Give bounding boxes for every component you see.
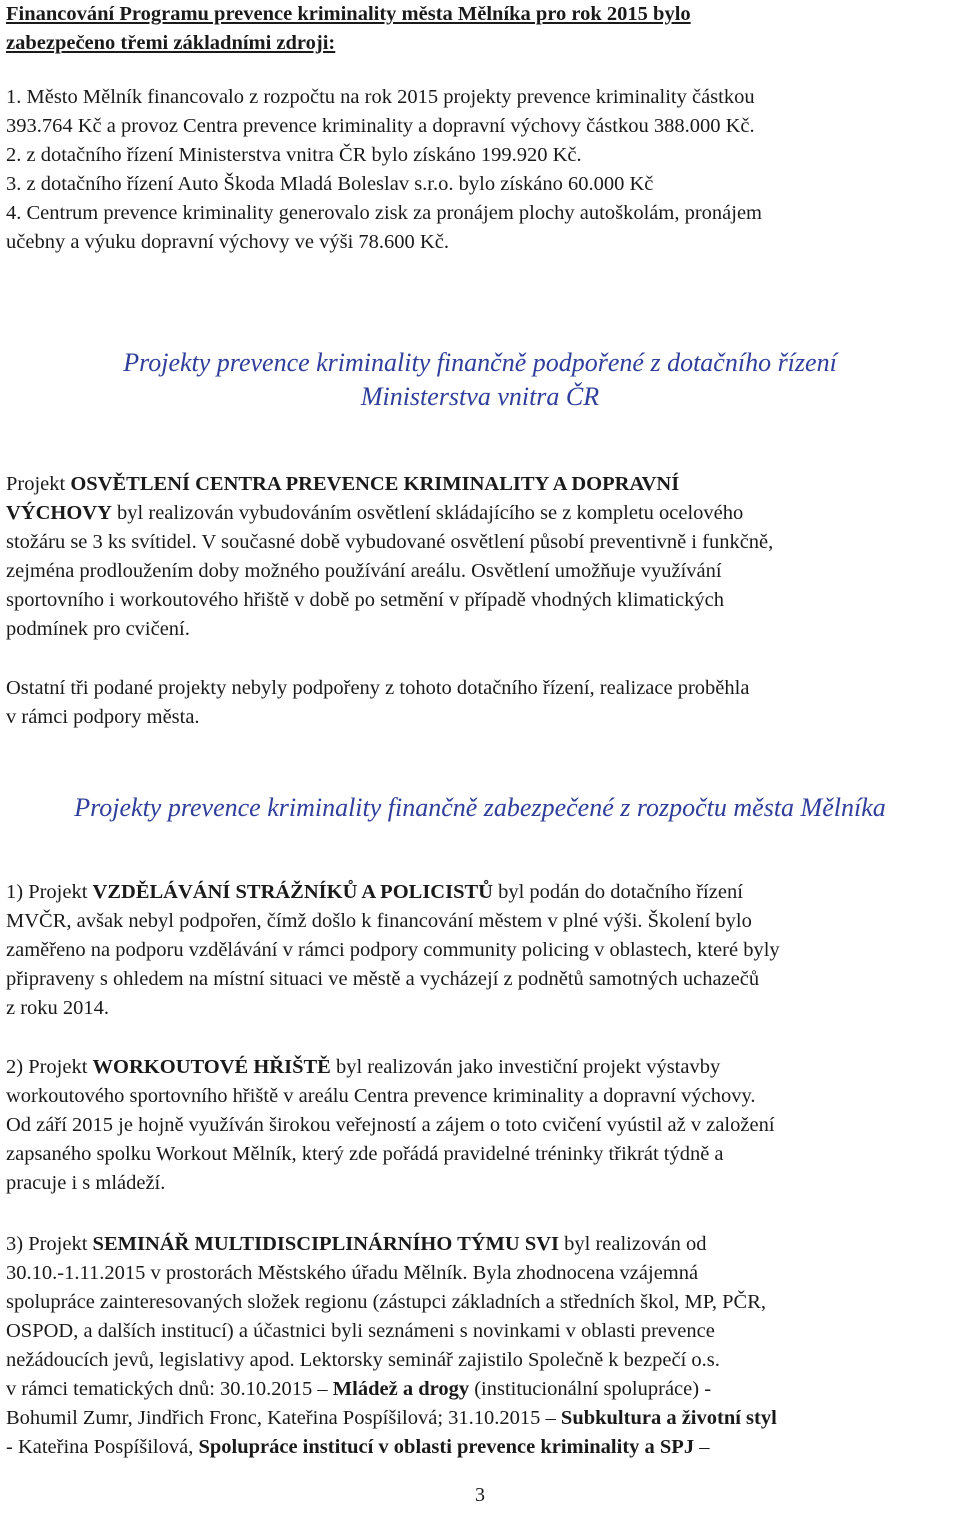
item2-line1: [6, 1053, 720, 1082]
project-name-lighting-cont: VÝCHOVY: [6, 502, 112, 524]
item3-line8: [6, 1433, 709, 1462]
funding-item-4: 4. Centrum prevence kriminality generovalo zisk za pronájem plochy autoškolám, pronájem: [6, 202, 762, 224]
funding-item-1-cont: 393.764 Kč a provoz Centra prevence kriminality a dopravní výchovy částkou 388.000 Kč.: [6, 115, 755, 137]
item2-line3: Od září 2015 je hojně využíván širokou veřejností a zájem o toto cvičení vyústil až v založení: [6, 1114, 775, 1136]
item2-prefix: 2) Projekt: [6, 1056, 93, 1078]
item3-line2: 30.10.-1.11.2015 v prostorách Městského úřadu Mělník. Byla zhodnocena vzájemná: [6, 1262, 699, 1284]
funding-heading-line1: Financování Programu prevence kriminality města Mělníka pro rok 2015 bylo: [6, 3, 691, 25]
funding-item-1: 1. Město Mělník financovalo z rozpočtu na rok 2015 projekty prevence kriminality částkou: [6, 86, 755, 108]
item3-line6: [6, 1375, 711, 1404]
item3-line5: nežádoucích jevů, legislativy apod. Lektorsky seminář zajistilo Společně k bezpečí o.s.: [6, 1349, 720, 1371]
item2-line5: pracuje i s mládeží.: [6, 1172, 166, 1194]
item3-line1: [6, 1230, 706, 1259]
item3-line4: OSPOD, a dalších institucí) a účastnici byli seznámeni s novinkami v oblasti prevence: [6, 1320, 715, 1342]
item1-line1-text: byl podán do dotačního řízení: [492, 881, 743, 903]
item1-line4: připraveny s ohledem na místní situaci ve městě a vycházejí z podnětů samotných uchazečů: [6, 968, 760, 990]
item2-line1-text: byl realizován jako investiční projekt výstavby: [330, 1056, 721, 1078]
item3-line7-text: Bohumil Zumr, Jindřich Fronc, Kateřina Pospíšilová; 31.10.2015 –: [6, 1407, 561, 1429]
item3-line7: [6, 1404, 777, 1433]
section1-p1-line3: stožáru se 3 ks svítidel. V současné době vybudované osvětlení působí preventivně i funkčně,: [6, 531, 774, 553]
section1-p1-line2-text: byl realizován vybudováním osvětlení skládajícího se z kompletu ocelového: [111, 502, 744, 524]
item3-line8-text: - Kateřina Pospíšilová,: [6, 1436, 199, 1458]
section1-title-line1: Projekty prevence kriminality finančně podpořené z dotačního řízení: [123, 348, 837, 377]
funding-item-2: 2. z dotačního řízení Ministerstva vnitra ČR bylo získáno 199.920 Kč.: [6, 144, 582, 166]
topic-subculture: Subkultura a životní styl: [560, 1407, 777, 1429]
topic-cooperation: Spolupráce institucí v oblasti prevence kriminality a SPJ: [198, 1436, 695, 1458]
section1-p2-line1: Ostatní tři podané projekty nebyly podpořeny z tohoto dotačního řízení, realizace proběhla: [6, 677, 750, 699]
section1-title-line2: Ministerstva vnitra ČR: [360, 382, 600, 411]
funding-heading-cont: [6, 29, 335, 58]
funding-item-3: 3. z dotačního řízení Auto Škoda Mladá Boleslav s.r.o. bylo získáno 60.000 Kč: [6, 173, 654, 195]
item3-line1-text: byl realizován od: [559, 1233, 707, 1255]
item1-line3: zaměřeno na podporu vzdělávání v rámci podpory community policing v oblastech, které byly: [6, 939, 780, 961]
section1-p1-line1: [6, 470, 679, 499]
item3-line8-rest: –: [694, 1436, 710, 1458]
page-number: 3: [475, 1484, 485, 1506]
item2-line2: workoutového sportovního hřiště v areálu Centra prevence kriminality a dopravní výchovy.: [6, 1085, 756, 1107]
item2-line4: zapsaného spolku Workout Mělník, který zde pořádá pravidelné tréninky třikrát týdně a: [6, 1143, 724, 1165]
item3-line3: spolupráce zainteresovaných složek regionu (zástupci základních a středních škol, MP, PČR,: [6, 1291, 767, 1313]
item3-prefix: 3) Projekt: [6, 1233, 93, 1255]
item3-line6-rest: (institucionální spolupráce) -: [469, 1378, 712, 1400]
section1-p1-line6: podmínek pro cvičení.: [6, 618, 190, 640]
item3-line6-text: v rámci tematických dnů: 30.10.2015 –: [6, 1378, 333, 1400]
section1-p1-line4: zejména prodloužením doby možného používání areálu. Osvětlení umožňuje využívání: [6, 560, 722, 582]
section1-p2-line2: v rámci podpory města.: [6, 706, 200, 728]
item1-line1: [6, 878, 743, 907]
item1-line2: MVČR, avšak nebyl podpořen, čímž došlo k financování městem v plné výši. Školení bylo: [6, 910, 752, 932]
project-name-training: VZDĚLÁVÁNÍ STRÁŽNÍKŮ A POLICISTŮ: [92, 881, 493, 903]
project-name-seminar: SEMINÁŘ MULTIDISCIPLINÁRNÍHO TÝMU SVI: [92, 1233, 560, 1255]
item1-line5: z roku 2014.: [6, 997, 110, 1019]
item1-prefix: 1) Projekt: [6, 881, 93, 903]
project-name-lighting: OSVĚTLENÍ CENTRA PREVENCE KRIMINALITY A DOPRAVNÍ: [70, 473, 680, 495]
section2-title: Projekty prevence kriminality finančně zabezpečené z rozpočtu města Mělníka: [74, 793, 886, 822]
funding-item-4-cont: učebny a výuku dopravní výchovy ve výši 78.600 Kč.: [6, 231, 449, 253]
topic-youth-drugs: Mládež a drogy: [332, 1378, 470, 1400]
funding-heading: [6, 0, 691, 29]
section1-p1-line2: [6, 499, 743, 528]
project-prefix: Projekt: [6, 473, 71, 495]
section1-p1-line5: sportovního i workoutového hřiště v době po setmění v případě vhodných klimatických: [6, 589, 724, 611]
project-name-workout: WORKOUTOVÉ HŘIŠTĚ: [92, 1056, 331, 1078]
funding-heading-line2: zabezpečeno třemi základními zdroji:: [6, 32, 336, 54]
